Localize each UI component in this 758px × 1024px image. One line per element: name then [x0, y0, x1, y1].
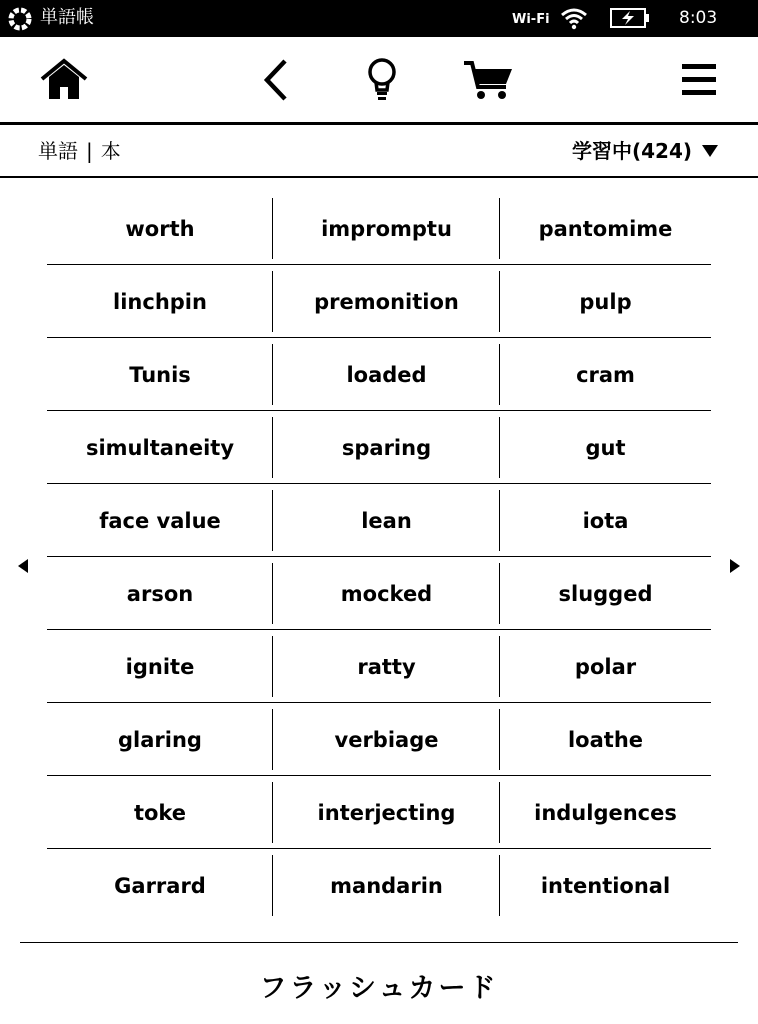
word-cell[interactable] [273, 338, 500, 411]
status-filter-label: 学習中(424) [571, 139, 692, 163]
word-cell[interactable] [500, 265, 711, 338]
word-label: gut [585, 435, 626, 460]
word-row [47, 192, 711, 265]
caret-down-icon [702, 145, 718, 157]
word-label: loathe [567, 727, 644, 752]
tab-books[interactable]: 本 [100, 139, 121, 163]
word-cell[interactable] [273, 411, 500, 484]
word-cell[interactable] [47, 849, 273, 922]
word-cell[interactable] [500, 411, 711, 484]
word-cell[interactable] [47, 557, 273, 630]
word-label: glaring [118, 727, 202, 752]
word-label: pulp [579, 289, 632, 314]
cart-icon [462, 57, 514, 103]
word-label: Tunis [129, 362, 191, 387]
word-label: verbiage [334, 727, 439, 752]
word-label: mandarin [330, 873, 443, 898]
word-cell[interactable] [500, 338, 711, 411]
word-cell[interactable] [47, 265, 273, 338]
word-cell[interactable] [273, 849, 500, 922]
word-row [47, 265, 711, 338]
tab-separator: | [86, 139, 93, 163]
word-cell[interactable] [273, 192, 500, 265]
previous-page-arrow-icon[interactable] [14, 556, 34, 576]
word-row [47, 557, 711, 630]
word-row [47, 849, 711, 922]
home-button[interactable] [36, 55, 92, 105]
word-label: premonition [314, 289, 459, 314]
menu-button[interactable] [672, 55, 728, 105]
battery-charging-icon [610, 8, 650, 28]
word-cell[interactable] [500, 630, 711, 703]
wifi-icon [560, 6, 588, 30]
word-cell[interactable] [273, 557, 500, 630]
filter-bar [0, 125, 758, 176]
word-label: lean [361, 508, 412, 533]
word-label: interjecting [317, 800, 456, 825]
back-button[interactable] [247, 55, 303, 105]
filter-divider [0, 176, 758, 178]
word-label: ignite [125, 654, 195, 679]
word-cell[interactable] [500, 557, 711, 630]
lightbulb-icon [365, 57, 399, 103]
word-cell[interactable] [47, 338, 273, 411]
word-row [47, 411, 711, 484]
word-label: loaded [346, 362, 427, 387]
word-label: slugged [558, 581, 653, 606]
word-cell[interactable] [500, 192, 711, 265]
word-cell[interactable] [500, 849, 711, 922]
word-row [47, 776, 711, 849]
word-cell[interactable] [273, 265, 500, 338]
word-cell[interactable] [47, 411, 273, 484]
word-cell[interactable] [273, 776, 500, 849]
status-filter-dropdown[interactable] [572, 139, 718, 163]
next-page-arrow-icon[interactable] [724, 556, 744, 576]
word-label: mocked [340, 581, 433, 606]
word-cell[interactable] [500, 484, 711, 557]
word-row [47, 630, 711, 703]
tab-words[interactable]: 単語 [38, 139, 78, 163]
home-icon [38, 57, 90, 103]
word-label: simultaneity [85, 435, 235, 460]
word-label: ratty [357, 654, 416, 679]
back-icon [257, 57, 293, 103]
app-title: 単語帳 [40, 7, 94, 28]
bottom-divider [20, 942, 738, 943]
word-label: pantomime [538, 216, 673, 241]
word-cell[interactable] [500, 703, 711, 776]
cart-button[interactable] [460, 55, 516, 105]
word-label: polar [574, 654, 637, 679]
word-label: linchpin [113, 289, 207, 314]
word-grid [47, 192, 711, 922]
app-logo-icon [8, 7, 32, 31]
word-cell[interactable] [273, 484, 500, 557]
word-row [47, 703, 711, 776]
word-cell[interactable] [273, 703, 500, 776]
word-label: arson [126, 581, 194, 606]
word-cell[interactable] [273, 630, 500, 703]
word-cell[interactable] [47, 630, 273, 703]
wifi-label: Wi-Fi [512, 12, 550, 27]
word-row [47, 338, 711, 411]
status-bar [0, 0, 758, 37]
word-label: iota [582, 508, 629, 533]
lightbulb-button[interactable] [354, 55, 410, 105]
word-cell[interactable] [47, 484, 273, 557]
word-label: intentional [540, 873, 671, 898]
word-label: worth [125, 216, 195, 241]
word-cell[interactable] [47, 776, 273, 849]
word-label: face value [99, 508, 221, 533]
flashcard-button[interactable]: フラッシュカード [259, 972, 499, 1004]
clock: 8:03 [679, 8, 718, 28]
word-cell[interactable] [47, 703, 273, 776]
word-label: indulgences [534, 800, 677, 825]
word-row [47, 484, 711, 557]
word-label: toke [133, 800, 187, 825]
toolbar [0, 37, 758, 122]
word-label: Garrard [114, 873, 206, 898]
view-switcher [38, 139, 121, 163]
word-label: sparing [341, 435, 432, 460]
menu-icon [682, 60, 718, 100]
word-label: cram [576, 362, 635, 387]
word-cell[interactable] [47, 192, 273, 265]
word-label: impromptu [321, 216, 452, 241]
word-cell[interactable] [500, 776, 711, 849]
